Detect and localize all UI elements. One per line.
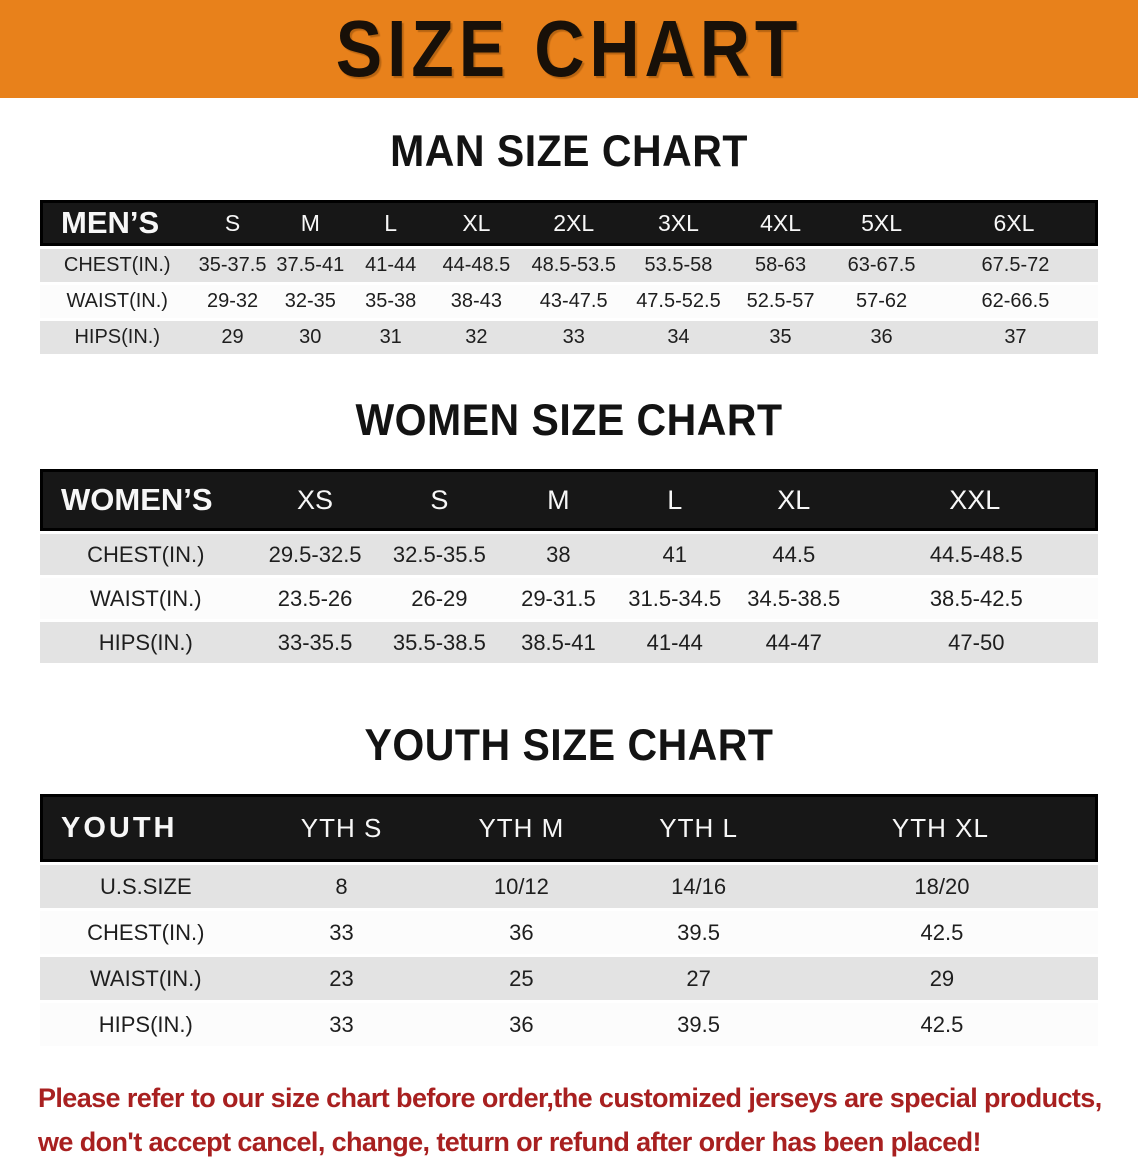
women-row-0-label: CHEST(IN.) [40, 534, 252, 575]
men-row-1-value-7: 57-62 [830, 285, 933, 318]
youth-row-3-value-2: 39.5 [611, 1003, 786, 1046]
women-row-2-value-3: 41-44 [617, 622, 733, 663]
women-section-title: WOMEN SIZE CHART [355, 395, 783, 445]
women-size-col-2: M [500, 469, 616, 531]
men-section-title: MAN SIZE CHART [390, 126, 748, 176]
men-row-1-value-6: 52.5-57 [731, 285, 830, 318]
men-size-col-0: S [194, 200, 270, 246]
men-size-col-4: 2XL [521, 200, 626, 246]
men-row-1-label: WAIST(IN.) [40, 285, 194, 318]
men-row-0-value-2: 41-44 [350, 249, 431, 282]
women-size-col-1: S [379, 469, 501, 531]
youth-size-col-3: YTH XL [786, 794, 1098, 862]
youth-row-0-value-0: 8 [252, 865, 432, 908]
youth-row-3-value-3: 42.5 [786, 1003, 1098, 1046]
women-row-2 [40, 622, 1098, 663]
women-row-1 [40, 578, 1098, 619]
women-row-0-value-1: 32.5-35.5 [379, 534, 501, 575]
disclaimer-line-1: Please refer to our size chart before order,the customized jerseys are special products, [38, 1083, 1102, 1113]
youth-size-col-0: YTH S [252, 794, 432, 862]
men-size-col-3: XL [431, 200, 521, 246]
men-size-col-6: 4XL [731, 200, 830, 246]
youth-row-1-value-2: 39.5 [611, 911, 786, 954]
men-row-0-value-0: 35-37.5 [194, 249, 270, 282]
women-row-2-value-2: 38.5-41 [500, 622, 616, 663]
youth-row-1 [40, 911, 1098, 954]
men-size-col-8: 6XL [933, 200, 1098, 246]
men-row-2-value-2: 31 [350, 321, 431, 354]
women-size-col-0: XS [252, 469, 379, 531]
women-row-0-value-4: 44.5 [733, 534, 855, 575]
men-row-0-value-7: 63-67.5 [830, 249, 933, 282]
women-row-0 [40, 534, 1098, 575]
women-size-col-5: XXL [855, 469, 1098, 531]
men-row-1-value-2: 35-38 [350, 285, 431, 318]
men-row-0-value-6: 58-63 [731, 249, 830, 282]
men-row-2 [40, 321, 1098, 354]
youth-size-table [40, 791, 1098, 1049]
youth-row-3-value-0: 33 [252, 1003, 432, 1046]
men-size-table [40, 197, 1098, 357]
men-row-2-value-1: 30 [271, 321, 350, 354]
women-size-col-3: L [617, 469, 733, 531]
men-row-1-value-8: 62-66.5 [933, 285, 1098, 318]
men-row-1-value-1: 32-35 [271, 285, 350, 318]
women-row-2-label: HIPS(IN.) [40, 622, 252, 663]
youth-row-1-label: CHEST(IN.) [40, 911, 252, 954]
men-row-1-value-4: 43-47.5 [521, 285, 626, 318]
women-row-0-value-3: 41 [617, 534, 733, 575]
men-row-0 [40, 249, 1098, 282]
youth-row-1-value-3: 42.5 [786, 911, 1098, 954]
youth-row-3-label: HIPS(IN.) [40, 1003, 252, 1046]
men-row-2-value-7: 36 [830, 321, 933, 354]
banner-title: SIZE CHART [335, 4, 803, 94]
youth-size-col-2: YTH L [611, 794, 786, 862]
men-row-1-value-5: 47.5-52.5 [626, 285, 731, 318]
youth-section-title: YOUTH SIZE CHART [364, 720, 774, 770]
women-row-1-label: WAIST(IN.) [40, 578, 252, 619]
youth-header-row [40, 794, 1098, 862]
men-size-col-5: 3XL [626, 200, 731, 246]
women-row-2-value-1: 35.5-38.5 [379, 622, 501, 663]
men-size-col-7: 5XL [830, 200, 933, 246]
men-row-0-label: CHEST(IN.) [40, 249, 194, 282]
youth-row-2 [40, 957, 1098, 1000]
youth-row-2-value-0: 23 [252, 957, 432, 1000]
men-row-0-value-3: 44-48.5 [431, 249, 521, 282]
women-row-0-value-2: 38 [500, 534, 616, 575]
men-row-2-value-0: 29 [194, 321, 270, 354]
youth-header-label: YOUTH [40, 794, 252, 862]
women-row-1-value-5: 38.5-42.5 [855, 578, 1098, 619]
men-header-label: MEN’S [40, 200, 194, 246]
men-size-section [0, 128, 1138, 357]
youth-row-2-value-1: 25 [431, 957, 611, 1000]
men-row-0-value-8: 67.5-72 [933, 249, 1098, 282]
women-row-0-value-0: 29.5-32.5 [252, 534, 379, 575]
women-size-section [0, 397, 1138, 666]
youth-row-3-value-1: 36 [431, 1003, 611, 1046]
youth-row-1-value-0: 33 [252, 911, 432, 954]
youth-row-2-value-3: 29 [786, 957, 1098, 1000]
disclaimer-text [38, 1077, 1108, 1164]
size-chart-banner [0, 0, 1138, 98]
women-row-2-value-5: 47-50 [855, 622, 1098, 663]
youth-row-1-value-1: 36 [431, 911, 611, 954]
youth-row-0-value-3: 18/20 [786, 865, 1098, 908]
men-row-1-value-0: 29-32 [194, 285, 270, 318]
youth-row-2-label: WAIST(IN.) [40, 957, 252, 1000]
women-row-1-value-4: 34.5-38.5 [733, 578, 855, 619]
men-row-2-value-6: 35 [731, 321, 830, 354]
men-row-0-value-4: 48.5-53.5 [521, 249, 626, 282]
men-row-0-value-1: 37.5-41 [271, 249, 350, 282]
youth-row-0-label: U.S.SIZE [40, 865, 252, 908]
youth-row-0-value-1: 10/12 [431, 865, 611, 908]
men-size-col-1: M [271, 200, 350, 246]
women-header-label: WOMEN’S [40, 469, 252, 531]
men-row-2-value-4: 33 [521, 321, 626, 354]
men-row-2-value-5: 34 [626, 321, 731, 354]
youth-size-section [0, 722, 1138, 1049]
women-row-1-value-1: 26-29 [379, 578, 501, 619]
youth-row-3 [40, 1003, 1098, 1046]
men-row-1 [40, 285, 1098, 318]
youth-row-2-value-2: 27 [611, 957, 786, 1000]
men-row-2-label: HIPS(IN.) [40, 321, 194, 354]
women-row-2-value-0: 33-35.5 [252, 622, 379, 663]
women-size-table [40, 466, 1098, 666]
women-row-0-value-5: 44.5-48.5 [855, 534, 1098, 575]
men-header-row [40, 200, 1098, 246]
youth-row-0-value-2: 14/16 [611, 865, 786, 908]
women-row-1-value-2: 29-31.5 [500, 578, 616, 619]
men-size-col-2: L [350, 200, 431, 246]
women-size-col-4: XL [733, 469, 855, 531]
men-row-0-value-5: 53.5-58 [626, 249, 731, 282]
men-row-1-value-3: 38-43 [431, 285, 521, 318]
women-header-row [40, 469, 1098, 531]
men-row-2-value-3: 32 [431, 321, 521, 354]
women-row-2-value-4: 44-47 [733, 622, 855, 663]
youth-size-col-1: YTH M [431, 794, 611, 862]
youth-row-0 [40, 865, 1098, 908]
men-row-2-value-8: 37 [933, 321, 1098, 354]
women-row-1-value-3: 31.5-34.5 [617, 578, 733, 619]
disclaimer-line-2: we don't accept cancel, change, teturn or refund after order has been placed! [38, 1126, 981, 1157]
women-row-1-value-0: 23.5-26 [252, 578, 379, 619]
